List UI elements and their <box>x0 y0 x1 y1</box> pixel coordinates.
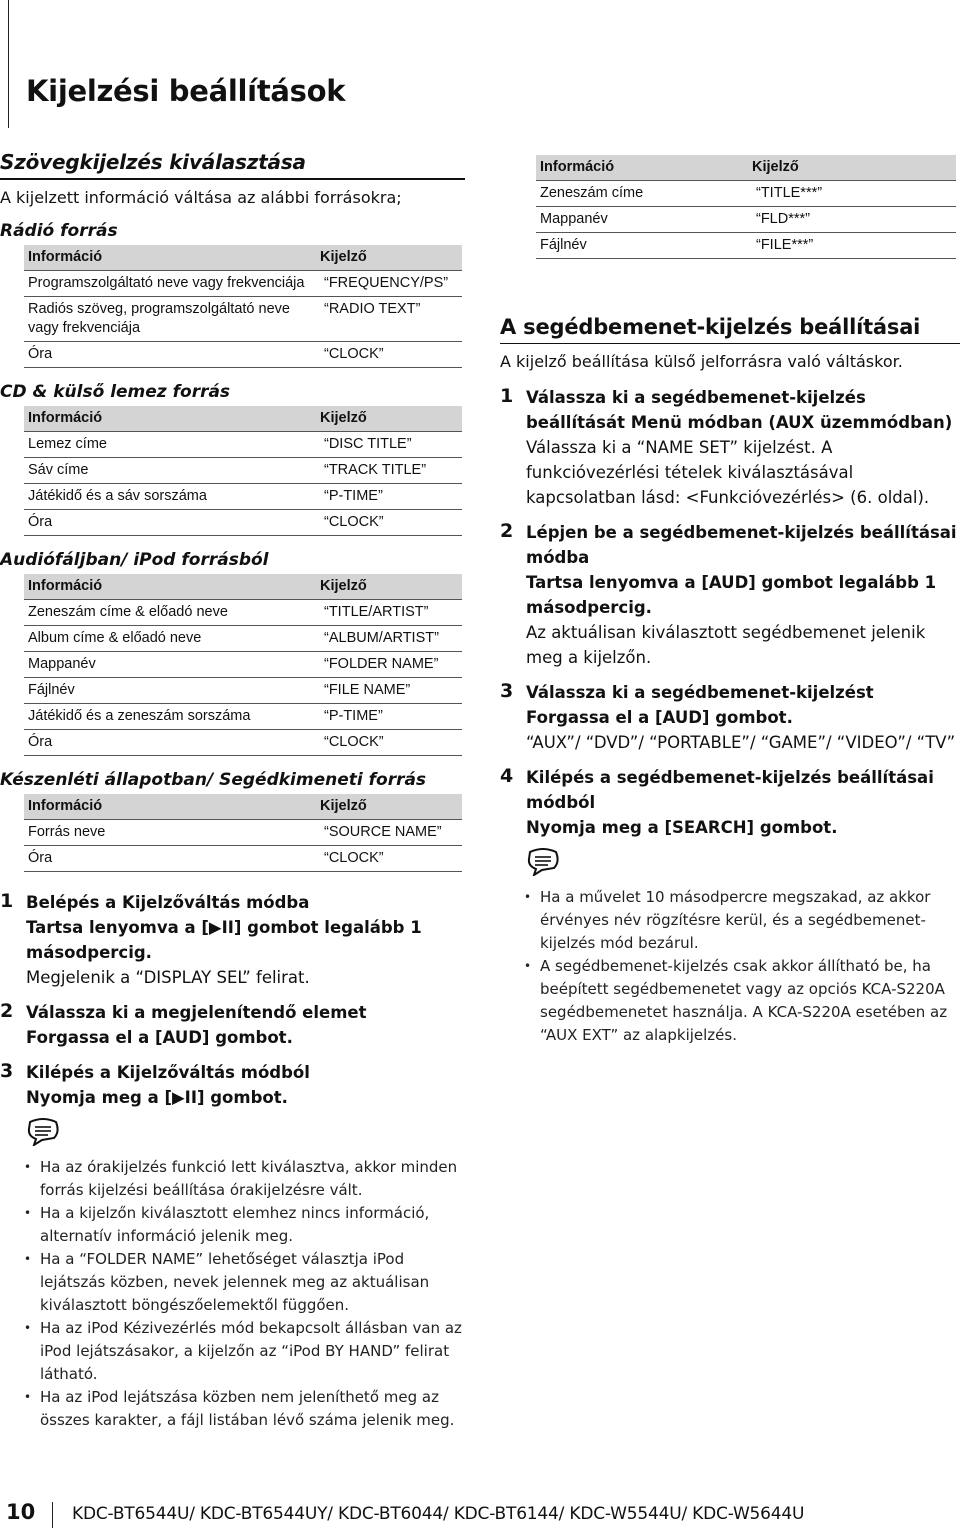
table-row <box>24 484 462 510</box>
table-row <box>536 207 956 233</box>
note-item: • Ha a kijelzőn kiválasztott elemhez nincs információ, alternatív információ jelenik meg. <box>24 1202 465 1248</box>
step-2 <box>500 520 960 670</box>
table-row <box>536 233 956 259</box>
display-cell: “FILE NAME” <box>316 678 462 704</box>
table-row <box>24 342 462 368</box>
step-number: 2 <box>0 1000 14 1022</box>
step-note: Válassza ki a “NAME SET” kijelzést. A funkcióvezérlési tételek kiválasztásával kapcsolatban lásd: <Funkcióvezérlés> (6. oldal). <box>526 438 930 507</box>
table-row <box>24 704 462 730</box>
display-cell: “ALBUM/ARTIST” <box>316 626 462 652</box>
step-title: Válassza ki a megjelenítendő elemet <box>26 1003 367 1022</box>
table-row <box>24 297 462 342</box>
step-number: 3 <box>0 1060 14 1082</box>
step-title: Válassza ki a segédbemenet-kijelzés beállítását Menü módban (AUX üzemmódban) <box>526 388 953 432</box>
info-cell: Óra <box>24 730 316 756</box>
info-cell: Mappanév <box>536 207 748 233</box>
display-cell: “CLOCK” <box>316 342 462 368</box>
display-cell: “P-TIME” <box>316 704 462 730</box>
col-header-display: Kijelző <box>748 155 956 181</box>
notes-list <box>24 1156 465 1432</box>
step-action: Forgassa el a [AUD] gombot. <box>26 1028 293 1047</box>
display-cell: “RADIO TEXT” <box>316 297 462 342</box>
table-row <box>24 600 462 626</box>
step-3 <box>0 1060 465 1110</box>
table-row <box>24 652 462 678</box>
step-action: Nyomja meg a [SEARCH] gombot. <box>526 818 838 837</box>
section-title-aux-display: A segédbemenet-kijelzés beállításai <box>500 315 960 344</box>
step-number: 1 <box>500 385 514 407</box>
section-title-text-display: Szövegkijelzés kiválasztása <box>0 150 465 180</box>
continued-table <box>536 155 956 259</box>
info-cell: Album címe & előadó neve <box>24 626 316 652</box>
col-header-display: Kijelző <box>316 574 462 600</box>
standby-source-title: Készenléti állapotban/ Segédkimeneti forrás <box>0 770 427 790</box>
margin-rule <box>8 0 9 128</box>
page-number: 10 <box>6 1500 36 1524</box>
note-item: • Ha az iPod Kézivezérlés mód bekapcsolt állásban van az iPod lejátszásakor, a kijelzőn az “iPod BY HAND” felirat látható. <box>24 1317 465 1386</box>
info-cell: Óra <box>24 342 316 368</box>
page-footer <box>0 1500 960 1530</box>
info-cell: Óra <box>24 510 316 536</box>
step-action: Nyomja meg a [▶II] gombot. <box>26 1088 288 1107</box>
col-header-info: Információ <box>24 406 316 432</box>
step-title: Kilépés a segédbemenet-kijelzés beállításai módból <box>526 768 934 812</box>
step-action: Forgassa el a [AUD] gombot. <box>526 708 793 727</box>
radio-source-table <box>24 245 462 368</box>
display-cell: “TITLE/ARTIST” <box>316 600 462 626</box>
radio-source-title: Rádió forrás <box>0 221 118 241</box>
step-number: 1 <box>0 890 14 912</box>
note-item: • A segédbemenet-kijelzés csak akkor állítható be, ha beépített segédbemenetet vagy az opciós KCA-S220A segédbemenetet használja. A KCA-S220A esetében az “AUX EXT” az alapkijelzés. <box>524 955 960 1047</box>
note-item: • Ha az órakijelzés funkció lett kiválasztva, akkor minden forrás kijelzési beállítása órakijelzésre vált. <box>24 1156 465 1202</box>
step-title: Belépés a Kijelzőváltás módba <box>26 893 310 912</box>
info-cell: Forrás neve <box>24 820 316 846</box>
col-header-info: Információ <box>24 245 316 271</box>
info-cell: Programszolgáltató neve vagy frekvenciája <box>24 271 316 297</box>
table-row <box>24 432 462 458</box>
step-number: 4 <box>500 765 514 787</box>
display-cell: “SOURCE NAME” <box>316 820 462 846</box>
table-row <box>24 820 462 846</box>
display-cell: “DISC TITLE” <box>316 432 462 458</box>
info-cell: Mappanév <box>24 652 316 678</box>
display-cell: “FILE***” <box>748 233 956 259</box>
note-icon <box>26 1118 60 1146</box>
info-cell: Lemez címe <box>24 432 316 458</box>
col-header-info: Információ <box>24 794 316 820</box>
step-title: Kilépés a Kijelzőváltás módból <box>26 1063 310 1082</box>
step-action: Tartsa lenyomva a [AUD] gombot legalább 1 másodpercig. <box>526 573 937 617</box>
table-row <box>536 181 956 207</box>
right-column <box>500 155 960 1047</box>
step-title: Válassza ki a segédbemenet-kijelzést <box>526 683 874 702</box>
left-column <box>0 150 465 1432</box>
table-row <box>24 678 462 704</box>
step-note: Az aktuálisan kiválasztott segédbemenet jelenik meg a kijelzőn. <box>526 623 926 667</box>
step-1 <box>500 385 960 510</box>
model-list: KDC-BT6544U/ KDC-BT6544UY/ KDC-BT6044/ KDC-BT6144/ KDC-W5544U/ KDC-W5644U <box>72 1504 805 1524</box>
info-cell: Fájlnév <box>536 233 748 259</box>
step-title: Lépjen be a segédbemenet-kijelzés beállításai módba <box>526 523 957 567</box>
table-row <box>24 626 462 652</box>
display-cell: “TITLE***” <box>748 181 956 207</box>
table-row <box>24 271 462 297</box>
page-title: Kijelzési beállítások <box>26 74 346 108</box>
col-header-display: Kijelző <box>316 406 462 432</box>
note-icon <box>526 848 560 876</box>
step-4 <box>500 765 960 840</box>
step-1 <box>0 890 465 990</box>
info-cell: Zeneszám címe & előadó neve <box>24 600 316 626</box>
notes-list <box>524 886 960 1047</box>
display-cell: “P-TIME” <box>316 484 462 510</box>
step-action: Tartsa lenyomva a [▶II] gombot legalább 1 másodpercig. <box>26 918 422 962</box>
table-row <box>24 730 462 756</box>
cd-source-table <box>24 406 462 536</box>
display-cell: “CLOCK” <box>316 510 462 536</box>
step-2 <box>0 1000 465 1050</box>
note-item: • Ha az iPod lejátszása közben nem jeleníthető meg az összes karakter, a fájl listában lévő száma jelenik meg. <box>24 1386 465 1432</box>
step-note: Megjelenik a “DISPLAY SEL” felirat. <box>26 968 310 987</box>
note-item: • Ha a művelet 10 másodpercre megszakad, az akkor érvényes név rögzítésre kerül, és a segédbemenet-kijelzés mód bezárul. <box>524 886 960 955</box>
col-header-info: Információ <box>24 574 316 600</box>
info-cell: Óra <box>24 846 316 872</box>
display-cell: “FOLDER NAME” <box>316 652 462 678</box>
info-cell: Játékidő és a zeneszám sorszáma <box>24 704 316 730</box>
info-cell: Fájlnév <box>24 678 316 704</box>
table-row <box>24 510 462 536</box>
info-cell: Zeneszám címe <box>536 181 748 207</box>
footer-divider <box>52 1502 53 1528</box>
display-cell: “CLOCK” <box>316 846 462 872</box>
table-row <box>24 458 462 484</box>
audio-source-title: Audiófáljban/ iPod forrásból <box>0 550 269 570</box>
cd-source-title: CD & külső lemez forrás <box>0 382 231 402</box>
display-cell: “CLOCK” <box>316 730 462 756</box>
section-intro: A kijelzett információ váltása az alábbi forrásokra; <box>0 188 402 207</box>
section-intro: A kijelző beállítása külső jelforrásra való váltáskor. <box>500 352 903 371</box>
step-3 <box>500 680 960 755</box>
display-cell: “FREQUENCY/PS” <box>316 271 462 297</box>
step-note: “AUX”/ “DVD”/ “PORTABLE”/ “GAME”/ “VIDEO”/ “TV” <box>526 733 956 752</box>
display-cell: “FLD***” <box>748 207 956 233</box>
display-cell: “TRACK TITLE” <box>316 458 462 484</box>
note-item: • Ha a “FOLDER NAME” lehetőséget választja iPod lejátszás közben, nevek jelennek meg az aktuálisan kiválasztott böngészőelemektől függően. <box>24 1248 465 1317</box>
audio-source-table <box>24 574 462 756</box>
table-row <box>24 846 462 872</box>
standby-source-table <box>24 794 462 872</box>
col-header-display: Kijelző <box>316 245 462 271</box>
info-cell: Játékidő és a sáv sorszáma <box>24 484 316 510</box>
col-header-display: Kijelző <box>316 794 462 820</box>
col-header-info: Információ <box>536 155 748 181</box>
step-number: 2 <box>500 520 514 542</box>
info-cell: Radiós szöveg, programszolgáltató neve vagy frekvenciája <box>24 297 316 342</box>
info-cell: Sáv címe <box>24 458 316 484</box>
step-number: 3 <box>500 680 514 702</box>
